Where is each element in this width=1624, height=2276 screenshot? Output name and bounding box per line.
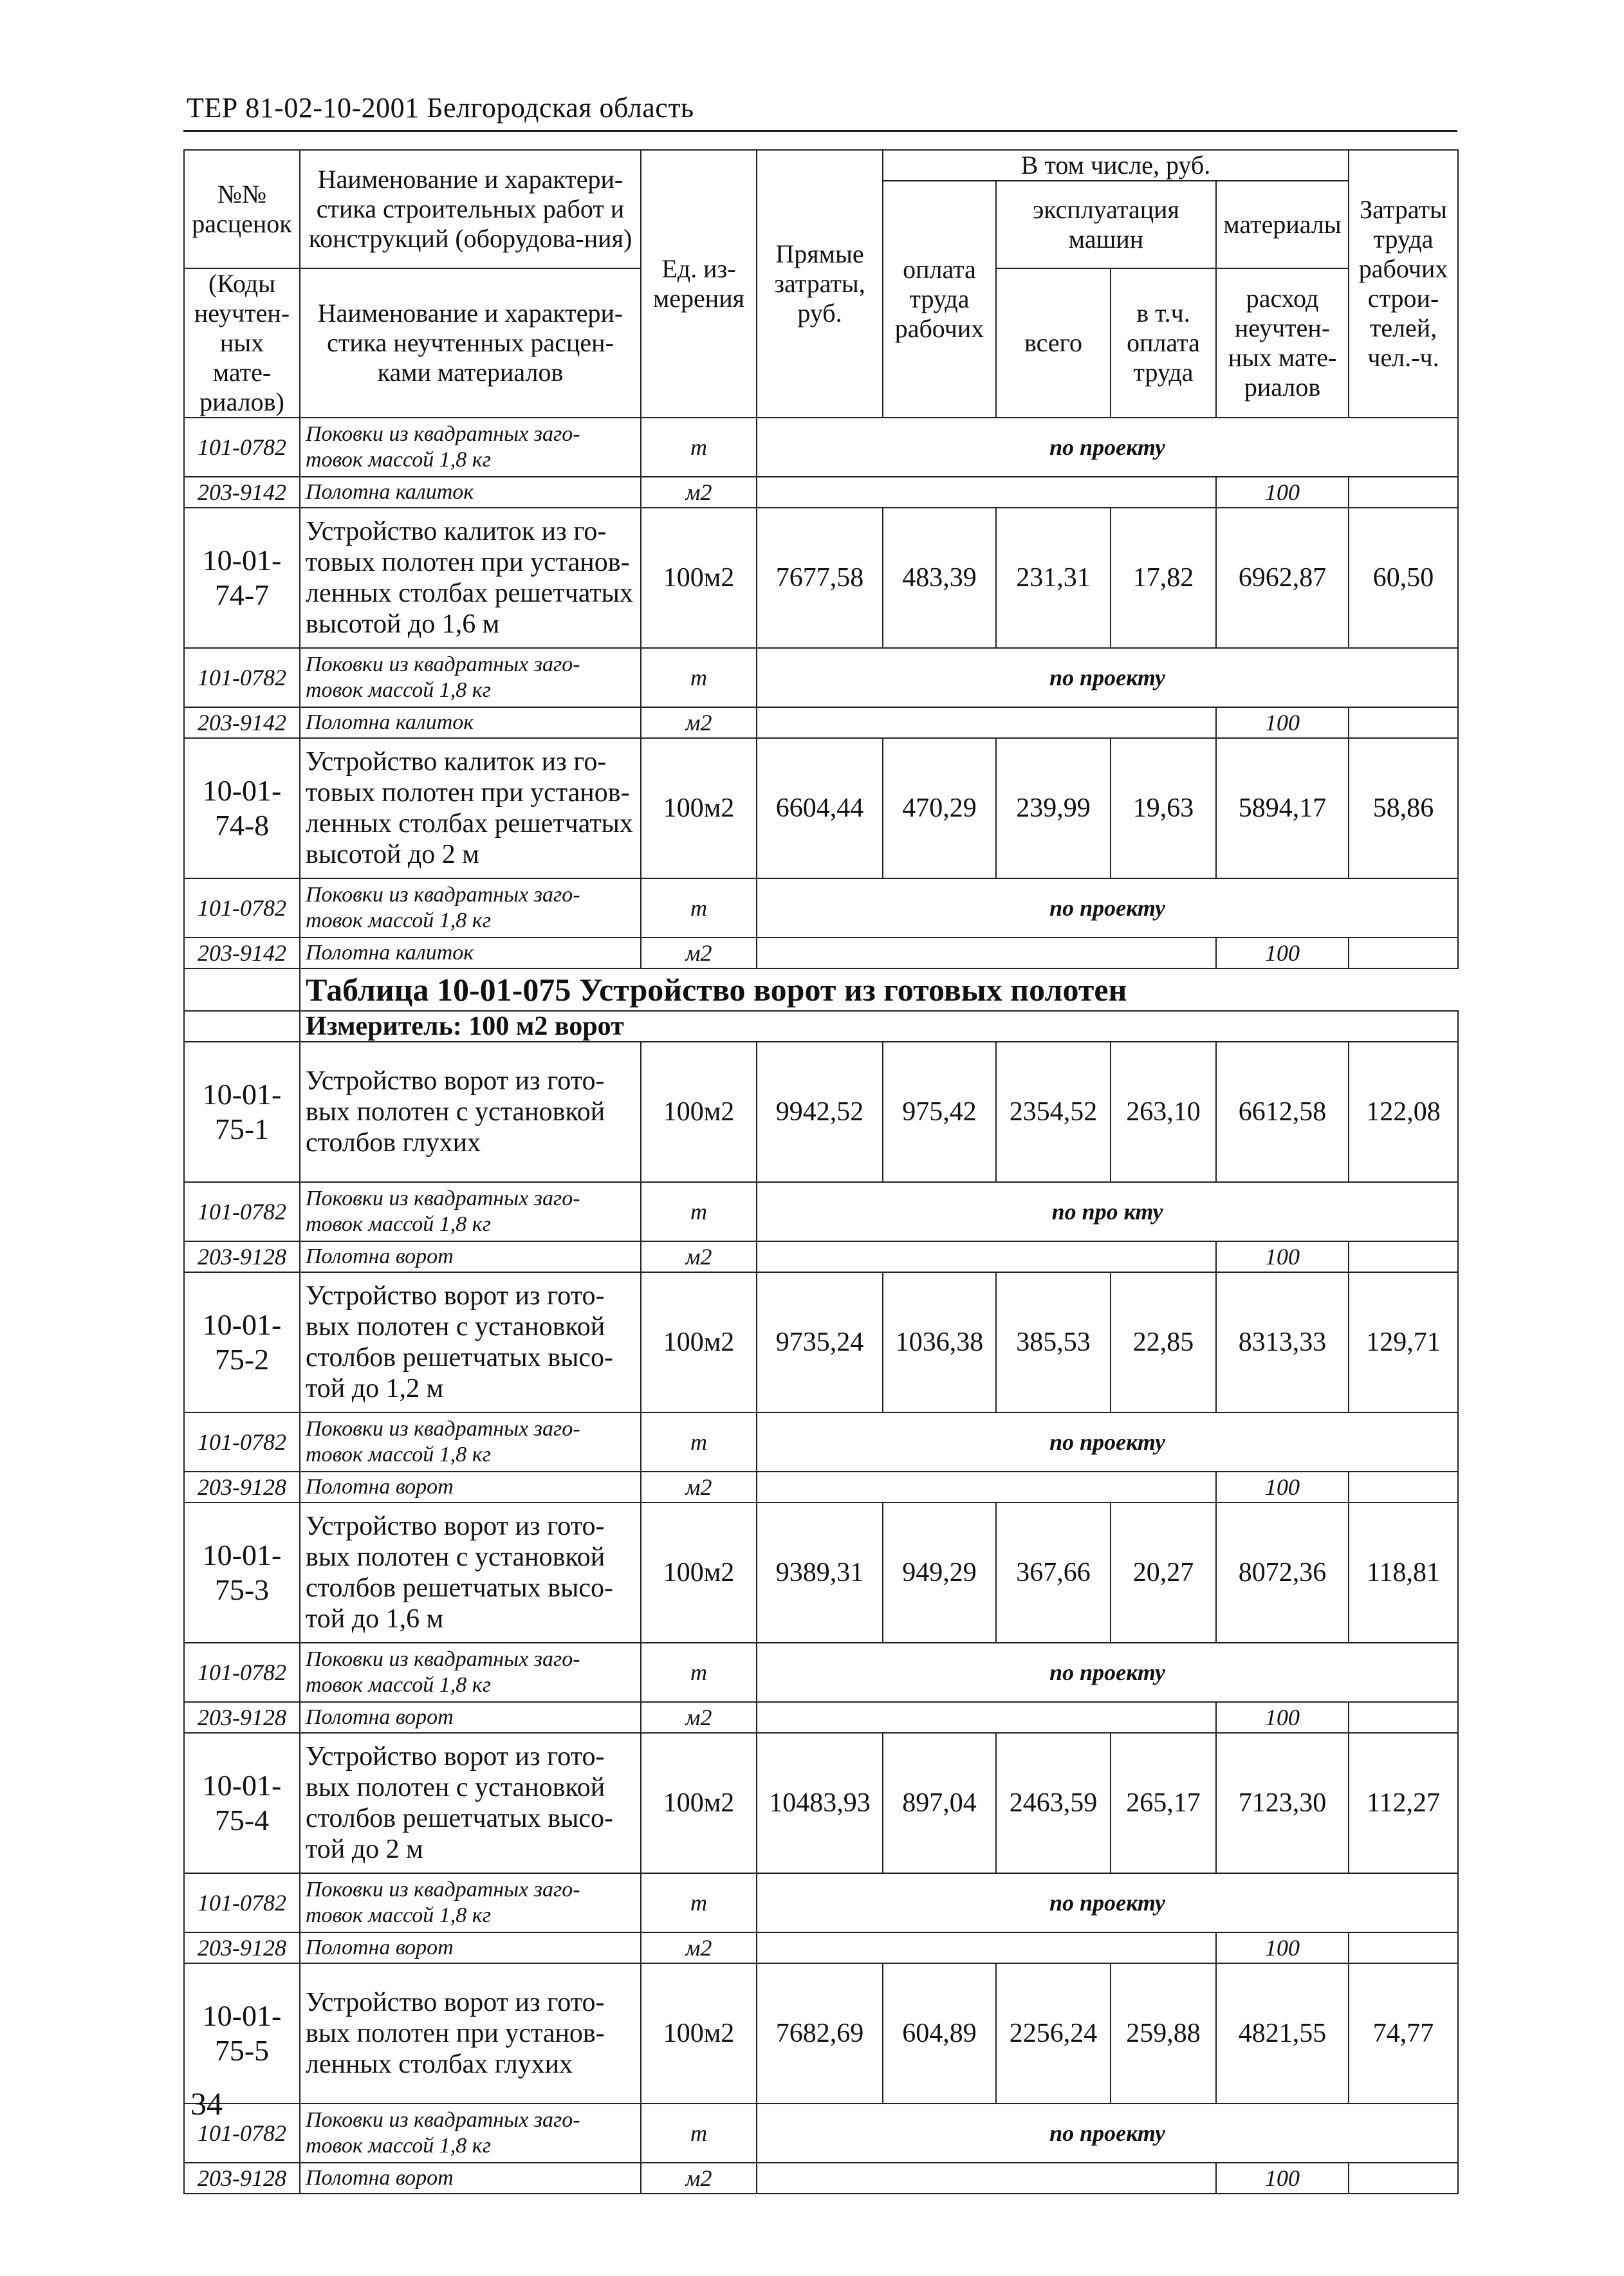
col-mach-total-header: всего: [996, 268, 1111, 418]
rate-wage: 604,89: [883, 1963, 996, 2104]
table-body: [184, 150, 1458, 2194]
rate-machine-wage: 22,85: [1111, 1272, 1216, 1412]
header-row-1: [184, 150, 1458, 181]
material-labor-blank: [1349, 1472, 1458, 1503]
table-title-row: [184, 968, 1458, 1011]
material-code: 203-9128: [184, 1702, 300, 1733]
col-code-sub-header: (Коды неучтен-ных мате-риалов): [184, 268, 300, 418]
rate-wage: 1036,38: [883, 1272, 996, 1412]
material-code: 101-0782: [184, 1643, 300, 1702]
material-quantity: 100: [1216, 1472, 1349, 1503]
material-code: 203-9142: [184, 707, 300, 738]
measure-unit: Измеритель: 100 м2 ворот: [300, 1011, 1458, 1042]
col-wage-header: оплата труда рабочих: [883, 181, 996, 418]
rate-unit: 100м2: [641, 738, 757, 878]
material-unit: м2: [641, 1472, 757, 1503]
material-unit: м2: [641, 477, 757, 508]
material-name: Поковки из квадратных заго-товок массой 1,8 кг: [300, 1182, 641, 1241]
material-unit: т: [641, 1182, 757, 1241]
rate-code: 10-01-75-4: [184, 1733, 300, 1873]
material-quantity: 100: [1216, 2163, 1349, 2194]
rate-machine-wage: 259,88: [1111, 1963, 1216, 2104]
col-machines-header: эксплуатация машин: [996, 181, 1216, 268]
rate-wage: 897,04: [883, 1733, 996, 1873]
rate-direct: 10483,93: [757, 1733, 883, 1873]
material-name: Полотна ворот: [300, 1472, 641, 1503]
rate-row: [184, 1042, 1458, 1182]
rate-machine-wage: 17,82: [1111, 508, 1216, 648]
material-qty-row: [184, 1241, 1458, 1272]
rate-materials: 5894,17: [1216, 738, 1349, 878]
material-code: 101-0782: [184, 648, 300, 707]
rate-name: Устройство калиток из го-товых полотен при установ-ленных столбах решетчатых высотой до 1,6 м: [300, 508, 641, 648]
material-unit: м2: [641, 2163, 757, 2194]
material-labor-blank: [1349, 477, 1458, 508]
material-code: 101-0782: [184, 1182, 300, 1241]
price-table: [183, 149, 1459, 2194]
material-code: 203-9128: [184, 1241, 300, 1272]
material-row: [184, 648, 1458, 707]
material-blank: [757, 1932, 1216, 1963]
rate-direct: 9942,52: [757, 1042, 883, 1182]
rate-machines: 2354,52: [996, 1042, 1111, 1182]
material-code: 101-0782: [184, 1412, 300, 1472]
rate-unit: 100м2: [641, 1042, 757, 1182]
col-code-header: №№ расценок: [184, 150, 300, 268]
material-project-note: по проекту: [757, 1643, 1458, 1702]
material-code: 203-9142: [184, 938, 300, 968]
material-row: [184, 878, 1458, 938]
rate-direct: 7682,69: [757, 1963, 883, 2104]
rate-code: 10-01-75-2: [184, 1272, 300, 1412]
rate-code: 10-01-75-5: [184, 1963, 300, 2104]
col-mat-sub-header: расход неучтен-ных мате-риалов: [1216, 268, 1349, 418]
rate-name: Устройство калиток из го-товых полотен при установ-ленных столбах решетчатых высотой до 2 м: [300, 738, 641, 878]
rate-unit: 100м2: [641, 1272, 757, 1412]
material-project-note: по проекту: [757, 1412, 1458, 1472]
material-name: Полотна калиток: [300, 477, 641, 508]
rate-materials: 7123,30: [1216, 1733, 1349, 1873]
rate-direct: 9389,31: [757, 1503, 883, 1643]
material-project-note: по проекту: [757, 418, 1458, 477]
rate-wage: 470,29: [883, 738, 996, 878]
material-quantity: 100: [1216, 938, 1349, 968]
rate-labor: 118,81: [1349, 1503, 1458, 1643]
material-name: Поковки из квадратных заго-товок массой 1,8 кг: [300, 2104, 641, 2163]
col-materials-header: материалы: [1216, 181, 1349, 268]
material-row: [184, 2104, 1458, 2163]
material-labor-blank: [1349, 1241, 1458, 1272]
material-unit: м2: [641, 938, 757, 968]
rate-name: Устройство ворот из гото-вых полотен с установкой столбов глухих: [300, 1042, 641, 1182]
material-blank: [757, 1702, 1216, 1733]
material-unit: м2: [641, 1932, 757, 1963]
col-name-header: Наименование и характери-стика строительных работ и конструкций (оборудова-ния): [300, 150, 641, 268]
rate-machines: 2256,24: [996, 1963, 1111, 2104]
material-qty-row: [184, 1932, 1458, 1963]
material-quantity: 100: [1216, 1932, 1349, 1963]
rate-wage: 949,29: [883, 1503, 996, 1643]
rate-unit: 100м2: [641, 508, 757, 648]
material-unit: т: [641, 1412, 757, 1472]
material-qty-row: [184, 1702, 1458, 1733]
page-number: 34: [190, 2086, 223, 2122]
rate-code: 10-01-74-8: [184, 738, 300, 878]
material-name: Полотна ворот: [300, 1241, 641, 1272]
material-code: 101-0782: [184, 2104, 300, 2163]
rate-code: 10-01-75-3: [184, 1503, 300, 1643]
material-unit: т: [641, 2104, 757, 2163]
material-project-note: по проекту: [757, 878, 1458, 938]
measure-code-blank: [184, 1011, 300, 1042]
rate-row: [184, 1733, 1458, 1873]
material-name: Поковки из квадратных заго-товок массой 1,8 кг: [300, 418, 641, 477]
material-project-note: по проекту: [757, 2104, 1458, 2163]
col-name-sub-header: Наименование и характери-стика неучтенных расцен-ками материалов: [300, 268, 641, 418]
rate-machines: 231,31: [996, 508, 1111, 648]
rate-machine-wage: 265,17: [1111, 1733, 1216, 1873]
material-name: Полотна калиток: [300, 938, 641, 968]
material-labor-blank: [1349, 2163, 1458, 2194]
material-code: 101-0782: [184, 878, 300, 938]
material-name: Полотна калиток: [300, 707, 641, 738]
material-code: 203-9128: [184, 1472, 300, 1503]
material-blank: [757, 1472, 1216, 1503]
material-name: Поковки из квадратных заго-товок массой 1,8 кг: [300, 878, 641, 938]
material-unit: м2: [641, 1702, 757, 1733]
rate-machines: 385,53: [996, 1272, 1111, 1412]
material-unit: т: [641, 1873, 757, 1932]
col-mach-wage-header: в т.ч. оплата труда: [1111, 268, 1216, 418]
material-row: [184, 418, 1458, 477]
rate-name: Устройство ворот из гото-вых полотен при установ-ленных столбах глухих: [300, 1963, 641, 2104]
material-unit: м2: [641, 1241, 757, 1272]
material-name: Поковки из квадратных заго-товок массой 1,8 кг: [300, 1643, 641, 1702]
rate-labor: 74,77: [1349, 1963, 1458, 2104]
page-header: ТЕР 81-02-10-2001 Белгородская область: [187, 92, 694, 124]
rate-labor: 58,86: [1349, 738, 1458, 878]
material-row: [184, 1873, 1458, 1932]
table-title: Таблица 10-01-075 Устройство ворот из готовых полотен: [300, 968, 1458, 1011]
material-qty-row: [184, 2163, 1458, 2194]
material-unit: т: [641, 648, 757, 707]
material-code: 101-0782: [184, 418, 300, 477]
rate-direct: 9735,24: [757, 1272, 883, 1412]
material-unit: м2: [641, 707, 757, 738]
material-qty-row: [184, 938, 1458, 968]
rate-materials: 6612,58: [1216, 1042, 1349, 1182]
material-code: 203-9128: [184, 1932, 300, 1963]
rate-row: [184, 1963, 1458, 2104]
rate-row: [184, 1503, 1458, 1643]
rate-machines: 367,66: [996, 1503, 1111, 1643]
rate-row: [184, 508, 1458, 648]
col-direct-header: Прямые затраты, руб.: [757, 150, 883, 418]
rate-machine-wage: 19,63: [1111, 738, 1216, 878]
material-blank: [757, 477, 1216, 508]
material-quantity: 100: [1216, 1702, 1349, 1733]
rate-unit: 100м2: [641, 1963, 757, 2104]
rate-materials: 4821,55: [1216, 1963, 1349, 2104]
material-project-note: по про кту: [757, 1182, 1458, 1241]
material-row: [184, 1412, 1458, 1472]
col-labor-header: Затраты труда рабочих строи-телей, чел.-ч.: [1349, 150, 1458, 418]
material-blank: [757, 707, 1216, 738]
rate-machines: 239,99: [996, 738, 1111, 878]
material-blank: [757, 2163, 1216, 2194]
rate-direct: 7677,58: [757, 508, 883, 648]
title-code-blank: [184, 968, 300, 1011]
rate-machine-wage: 263,10: [1111, 1042, 1216, 1182]
rate-labor: 129,71: [1349, 1272, 1458, 1412]
rate-materials: 6962,87: [1216, 508, 1349, 648]
material-name: Поковки из квадратных заго-товок массой 1,8 кг: [300, 1412, 641, 1472]
rate-row: [184, 1272, 1458, 1412]
col-unit-header: Ед. из-мерения: [641, 150, 757, 418]
material-quantity: 100: [1216, 707, 1349, 738]
material-qty-row: [184, 1472, 1458, 1503]
material-quantity: 100: [1216, 1241, 1349, 1272]
rate-machines: 2463,59: [996, 1733, 1111, 1873]
material-labor-blank: [1349, 1932, 1458, 1963]
measure-row: [184, 1011, 1458, 1042]
material-name: Поковки из квадратных заго-товок массой 1,8 кг: [300, 1873, 641, 1932]
rate-materials: 8313,33: [1216, 1272, 1349, 1412]
material-blank: [757, 938, 1216, 968]
col-incl-header: В том числе, руб.: [883, 150, 1349, 181]
material-code: 101-0782: [184, 1873, 300, 1932]
material-name: Полотна ворот: [300, 2163, 641, 2194]
rate-materials: 8072,36: [1216, 1503, 1349, 1643]
rate-code: 10-01-75-1: [184, 1042, 300, 1182]
rate-labor: 60,50: [1349, 508, 1458, 648]
rate-name: Устройство ворот из гото-вых полотен с установкой столбов решетчатых высо-той до 1,6 м: [300, 1503, 641, 1643]
material-labor-blank: [1349, 707, 1458, 738]
material-name: Поковки из квадратных заго-товок массой 1,8 кг: [300, 648, 641, 707]
rate-labor: 122,08: [1349, 1042, 1458, 1182]
material-labor-blank: [1349, 1702, 1458, 1733]
rate-direct: 6604,44: [757, 738, 883, 878]
material-name: Полотна ворот: [300, 1702, 641, 1733]
rate-wage: 975,42: [883, 1042, 996, 1182]
material-qty-row: [184, 477, 1458, 508]
material-blank: [757, 1241, 1216, 1272]
rate-name: Устройство ворот из гото-вых полотен с установкой столбов решетчатых высо-той до 1,2 м: [300, 1272, 641, 1412]
material-unit: т: [641, 1643, 757, 1702]
material-code: 203-9128: [184, 2163, 300, 2194]
header-rule: [183, 130, 1457, 132]
material-code: 203-9142: [184, 477, 300, 508]
material-quantity: 100: [1216, 477, 1349, 508]
material-labor-blank: [1349, 938, 1458, 968]
rate-unit: 100м2: [641, 1503, 757, 1643]
material-row: [184, 1643, 1458, 1702]
rate-code: 10-01-74-7: [184, 508, 300, 648]
material-name: Полотна ворот: [300, 1932, 641, 1963]
material-project-note: по проекту: [757, 648, 1458, 707]
material-qty-row: [184, 707, 1458, 738]
rate-machine-wage: 20,27: [1111, 1503, 1216, 1643]
rate-labor: 112,27: [1349, 1733, 1458, 1873]
rate-wage: 483,39: [883, 508, 996, 648]
rate-row: [184, 738, 1458, 878]
material-row: [184, 1182, 1458, 1241]
rate-unit: 100м2: [641, 1733, 757, 1873]
rate-name: Устройство ворот из гото-вых полотен с установкой столбов решетчатых высо-той до 2 м: [300, 1733, 641, 1873]
material-project-note: по проекту: [757, 1873, 1458, 1932]
material-unit: т: [641, 878, 757, 938]
material-unit: т: [641, 418, 757, 477]
